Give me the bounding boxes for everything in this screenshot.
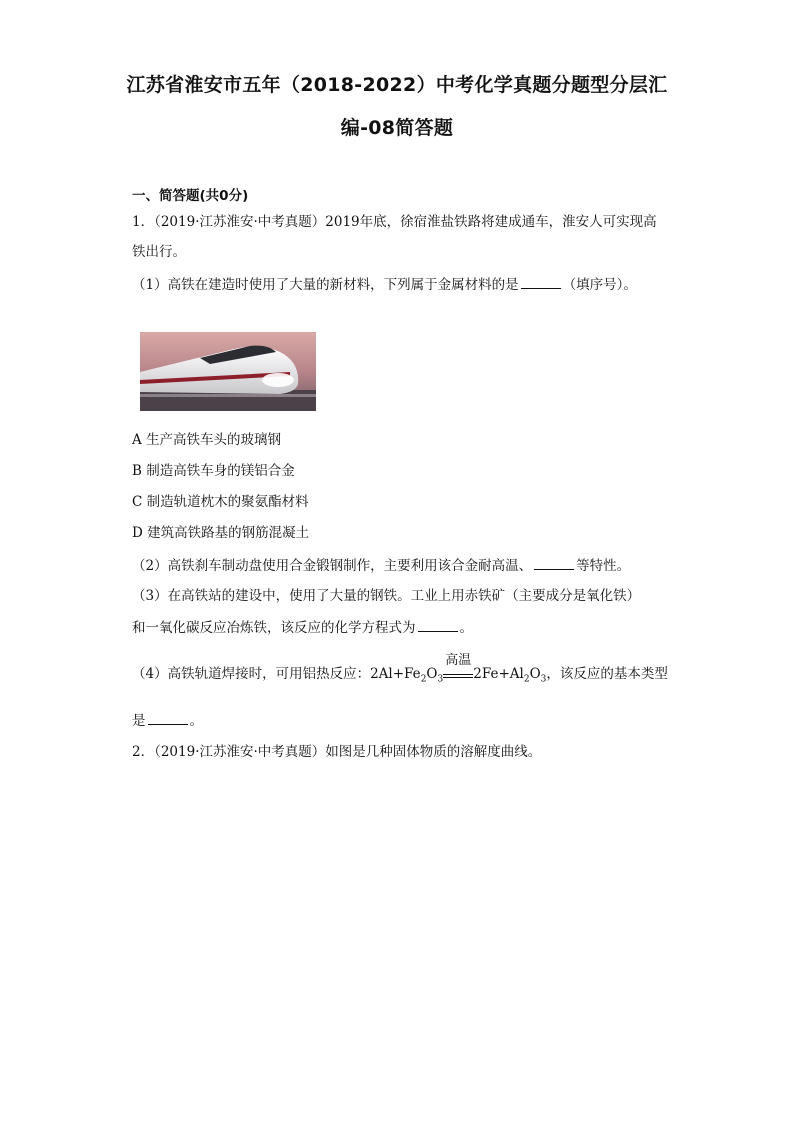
reaction-arrow	[443, 653, 473, 678]
option-d: D 建筑高铁路基的钢筋混凝土	[132, 525, 310, 541]
q1-part3-suffix: 。	[459, 620, 473, 636]
q1-part2-text: （2）高铁刹车制动盘使用合金锻钢制作，主要利用该合金耐高温、	[132, 558, 533, 574]
option-a: A 生产高铁车头的玻璃钢	[132, 432, 282, 448]
option-b: B 制造高铁车身的镁铝合金	[132, 463, 295, 479]
q1-part2	[132, 555, 630, 576]
q1-stem-line1: 1．（2019·江苏淮安·中考真题）2019年底，徐宿淮盐铁路将建成通车，淮安人可实现高	[132, 214, 657, 230]
q1-part1-suffix: （填序号）。	[562, 277, 637, 293]
doc-title-line1: 江苏省淮安市五年（2018-2022）中考化学真题分题型分层汇	[126, 74, 668, 96]
q1-part4-line2: 是 。	[132, 710, 203, 731]
q2-stem: 2．（2019·江苏淮安·中考真题）如图是几种固体物质的溶解度曲线。	[132, 744, 542, 760]
answer-blank	[521, 274, 561, 289]
high-speed-train-image	[140, 332, 316, 411]
q1-part3-line1: （3）在高铁站的建设中，使用了大量的钢铁。工业上用赤铁矿（主要成分是氧化铁）	[132, 588, 641, 604]
q1-part4-line1: （4）高铁轨道焊接时，可用铝热反应：$2Al+Fe_2O_3$ 高温 $2Fe+Al_2O_3$，该反应的基本类型	[132, 653, 668, 685]
answer-blank	[148, 710, 188, 725]
q1-part1	[132, 274, 637, 295]
answer-blank	[534, 555, 574, 570]
reaction-condition: 高温	[445, 653, 472, 668]
q1-part3-line2	[132, 617, 473, 638]
answer-blank	[418, 617, 458, 632]
q1-part3-text: 和一氧化碳反应冶炼铁，该反应的化学方程式为	[132, 620, 416, 636]
doc-title-line2: 编-08简答题	[340, 117, 454, 139]
option-c: C 制造轨道枕木的聚氨酯材料	[132, 494, 309, 510]
q1-part1-text: （1）高铁在建造时使用了大量的新材料，下列属于金属材料的是	[132, 277, 519, 293]
q1-stem-line2: 铁出行。	[132, 244, 186, 260]
section-heading: 一、简答题(共0分)	[132, 188, 249, 204]
q1-part2-suffix: 等特性。	[576, 558, 631, 574]
